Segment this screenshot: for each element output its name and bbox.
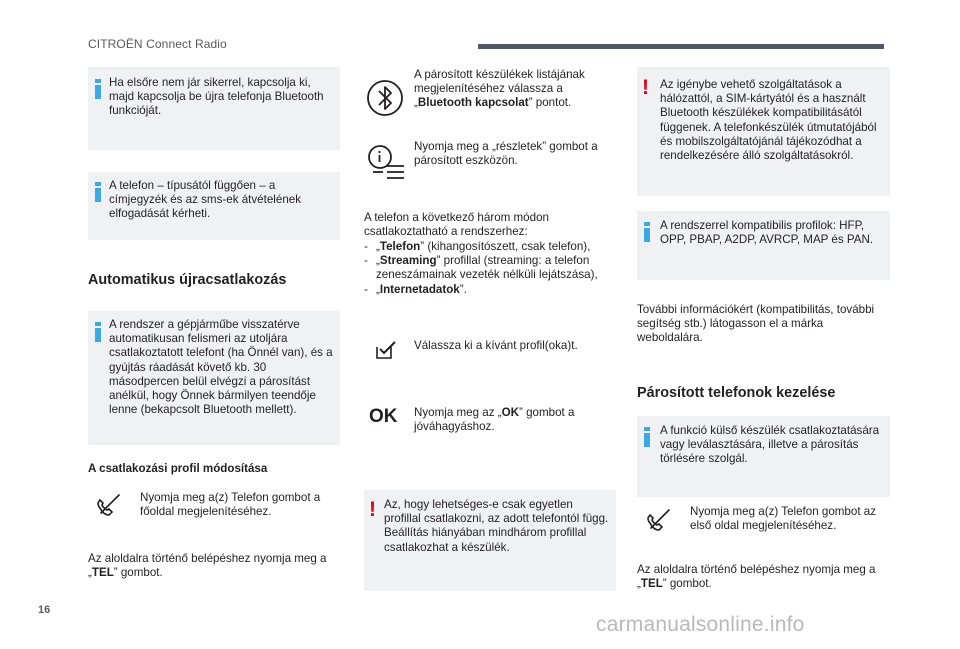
warning-box-services [637, 67, 890, 196]
checkbox-icon [375, 340, 397, 360]
list-item: - „Telefon” (kihangosítószett, csak telefon), [364, 240, 591, 253]
step-ok: Nyomja meg az „OK” gombot a jóváhagyáshoz. [414, 406, 575, 434]
step-select-profile: Válassza ki a kívánt profil(oka)t. [414, 339, 578, 352]
bluetooth-icon [366, 78, 404, 118]
step-bluetooth-connection: A párosított készülékek listájának megjelenítéséhez válassza a „Bluetooth kapcsolat” pontot. [414, 68, 585, 110]
list-item: - „Streaming” profillal (streaming: a telefon zeneszámainak vezeték nélküli lejátszása), [364, 254, 598, 282]
header-bar [478, 44, 884, 49]
phone-icon [646, 505, 674, 533]
note-text: A funkció külső készülék csatlakoztatására vagy leválasztására, illetve a párosítás törlésére szolgál. [660, 424, 880, 466]
list-item: - „Internetadatok”. [364, 282, 467, 296]
connection-mode-list [364, 240, 612, 297]
warning-icon: ! [642, 76, 649, 99]
section-title-auto-reconnect: Automatikus újracsatlakozás [88, 272, 287, 288]
info-box-bluetooth-retry [88, 67, 340, 150]
step-details: Nyomja meg a „részletek” gombot a párosított eszközön. [414, 140, 598, 168]
phone-icon [96, 490, 124, 518]
watermark: carmanualsonline.info [596, 613, 805, 636]
info-icon [95, 79, 101, 99]
para-tel-subpage: Az aloldalra történő belépéshez nyomja meg a „TEL” gombot. [637, 563, 876, 591]
info-icon [644, 222, 650, 242]
ok-icon: OK [369, 406, 398, 427]
info-icon [644, 427, 650, 447]
info-box-paired-phones [637, 416, 890, 497]
para-more-info: További információkért (kompatibilitás, további segítség stb.) látogasson el a márka weboldalára. [637, 303, 875, 345]
warning-icon: ! [369, 498, 376, 521]
sub-title-profile: A csatlakozási profil módosítása [88, 462, 268, 475]
para-tel-subpage: Az aloldalra történő belépéshez nyomja meg a „TEL” gombot. [88, 552, 327, 580]
running-header: CITROËN Connect Radio [88, 37, 227, 51]
step-phone-button: Nyomja meg a(z) Telefon gombot az első oldal megjelenítéséhez. [690, 505, 877, 533]
note-text: A telefon – típusától függően – a címjegyzék és az sms-ek átvételének elfogadását kérheti. [109, 179, 302, 221]
note-text: A rendszer a gépjárműbe visszatérve automatikusan felismeri az utoljára csatlakoztatott telefont (ha Önnél van), és a gyújtás ráadását követő kb. 30 másodpercen belül elvégzi a párosítást anélkül, hogy Önnek bármilyen teendője lenne (bekapcsolt Bluetooth mellett). [109, 318, 333, 417]
info-icon [95, 182, 101, 202]
page-number: 16 [38, 604, 51, 616]
info-box-contacts [88, 172, 340, 240]
note-text: Ha elsőre nem jár sikerrel, kapcsolja ki, majd kapcsolja be újra telefonja Bluetooth funkcióját. [109, 76, 324, 118]
note-text: Az igénybe vehető szolgáltatások a hálózattól, a SIM-kártyától és a használt Bluetooth készülékek kompatibilitásától függenek. A telefonkészülék útmutatójából és mobilszolgáltatójánál tájékozódhat a rendelkezésére álló szolgáltatásokról. [660, 78, 877, 163]
step-phone-button: Nyomja meg a(z) Telefon gombot a főoldal megjelenítéséhez. [140, 491, 321, 519]
section-title-paired-phones: Párosított telefonok kezelése [637, 385, 836, 401]
para-connection-modes: A telefon a következő három módon csatlakoztatható a rendszerhez: [364, 211, 549, 239]
info-box-profiles [637, 211, 890, 280]
info-box-auto-reconnect [88, 311, 340, 445]
warning-box-profile [364, 490, 616, 591]
info-icon [95, 322, 101, 342]
note-text: A rendszerrel kompatibilis profilok: HFP, OPP, PBAP, A2DP, AVRCP, MAP és PAN. [660, 219, 874, 247]
note-text: Az, hogy lehetséges-e csak egyetlen profillal csatlakozni, az adott telefontól függ. Beállítás hiányában mindhárom profillal csatlakozhat a készülék. [384, 498, 609, 554]
details-icon [366, 143, 406, 183]
